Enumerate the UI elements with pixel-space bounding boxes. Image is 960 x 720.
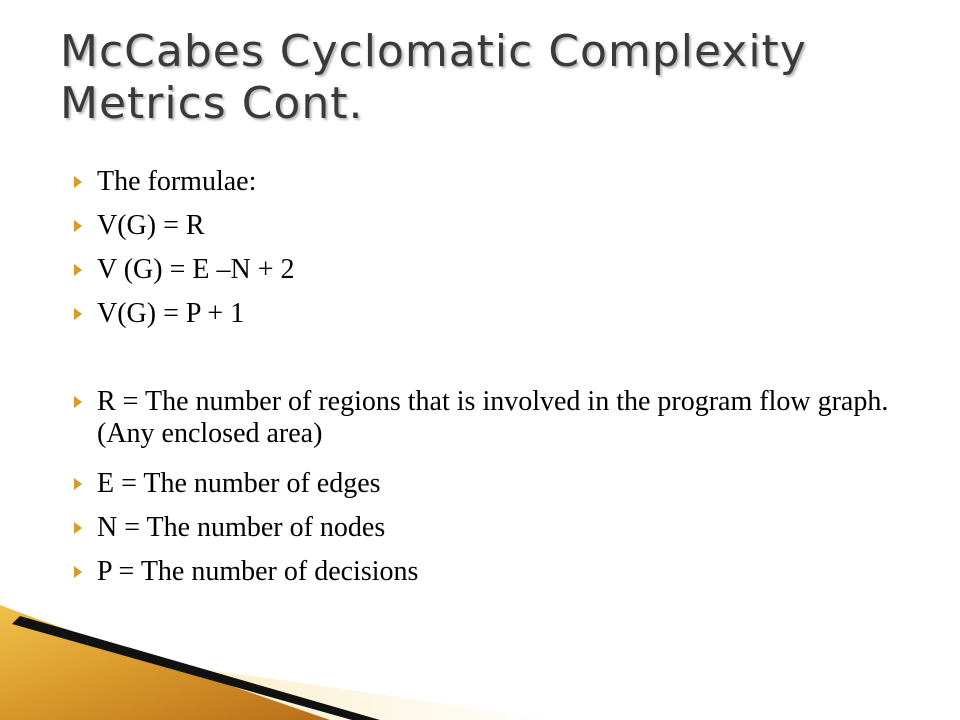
triangle-right-icon	[74, 308, 82, 320]
triangle-right-icon	[74, 396, 82, 408]
bullet-text: N = The number of nodes	[97, 512, 386, 543]
bullet-text: V(G) = P + 1	[97, 298, 245, 329]
triangle-right-icon	[74, 264, 82, 276]
triangle-right-icon	[74, 522, 82, 534]
bullet-text: E = The number of edges	[97, 468, 381, 499]
bullet-text: V(G) = R	[97, 210, 205, 241]
bullet-text: The formulae:	[97, 166, 257, 197]
triangle-right-icon	[74, 176, 82, 188]
bullet-text: V (G) = E –N + 2	[97, 254, 295, 285]
triangle-right-icon	[74, 220, 82, 232]
title-line-1: McCabes Cyclomatic Complexity	[60, 26, 807, 77]
bullet-text: P = The number of decisions	[97, 556, 419, 587]
triangle-right-icon	[74, 478, 82, 490]
slide-title	[60, 26, 920, 130]
title-line-2: Metrics Cont.	[60, 78, 364, 129]
bullet-text: R = The number of regions that is involved in the program flow graph. (Any enclosed area)	[97, 386, 889, 449]
triangle-right-icon	[74, 566, 82, 578]
